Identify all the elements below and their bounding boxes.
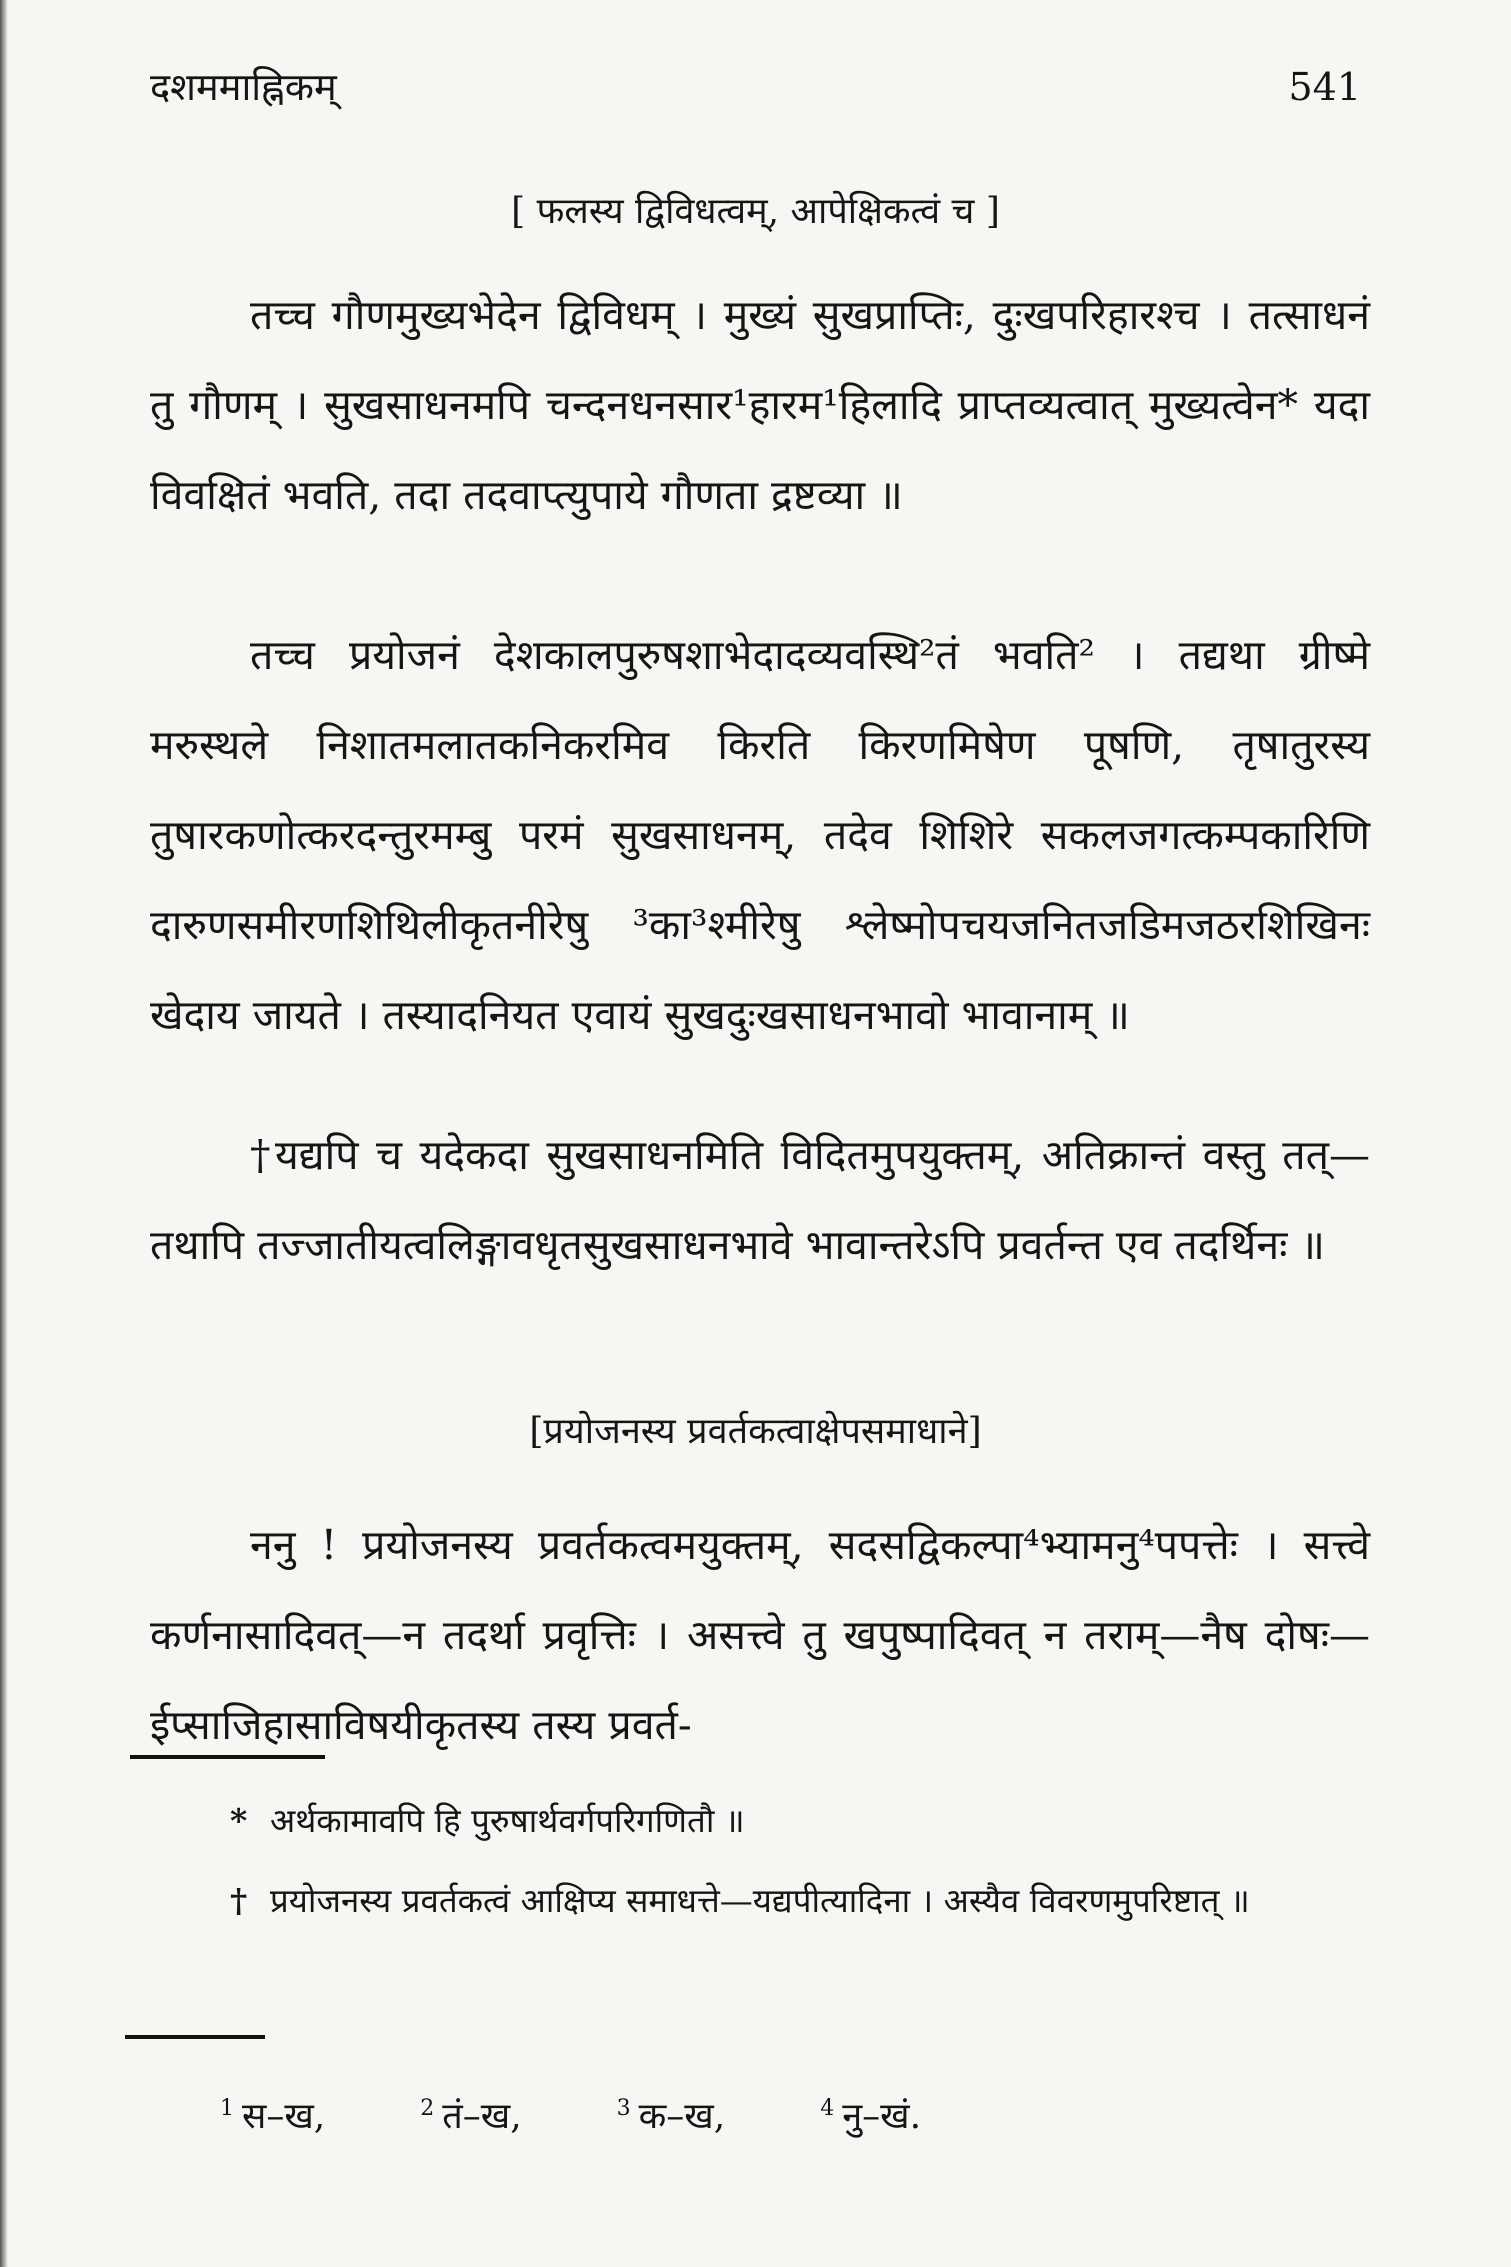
variant-number: 3 bbox=[616, 2096, 631, 2121]
footnote-2 bbox=[150, 1870, 1350, 1932]
section-heading-1: [ फलस्य द्विविधत्वम्, आपेक्षिकत्वं च ] bbox=[511, 191, 1000, 232]
footnote-1-text: अर्थकामावपि हि पुरुषार्थवर्गपरिगणितौ ॥ bbox=[270, 1801, 745, 1840]
running-head-title: दशममाह्निकम् bbox=[150, 65, 337, 109]
variant-reading bbox=[220, 2090, 325, 2139]
variant-text: क–ख, bbox=[638, 2096, 726, 2137]
variant-number: 2 bbox=[420, 2096, 435, 2121]
section-heading-2: [प्रयोजनस्य प्रवर्तकत्वाक्षेपसमाधाने] bbox=[529, 1411, 982, 1452]
paragraph-3: †यद्यपि च यदेकदा सुखसाधनमिति विदितमुपयुक्तम्, अतिक्रान्तं वस्तु तत्—तथापि तज्जातीयत्वलिङ्गावधृतसुखसाधनभावे भावान्तरेऽपि प्रवर्तन्त एव तदर्थिनः ॥ bbox=[150, 1131, 1370, 1269]
footnote-separator bbox=[130, 1755, 325, 1759]
variant-number: 4 bbox=[820, 2096, 835, 2121]
variant-text: नु–खं. bbox=[842, 2096, 922, 2137]
paragraph-2: तच्च प्रयोजनं देशकालपुरुषशाभेदादव्यवस्थि²तं भवति² । तद्यथा ग्रीष्मे मरुस्थले निशातमलातकनिकरमिव किरति किरणमिषेण पूषणि, तृषातुरस्य तुषारकणोत्करदन्तुरमम्बु परमं सुखसाधनम्, तदेव शिशिरे सकलजगत्कम्पकारिणि दारुणसमीरणशिथिलीकृतनीरेषु ³का³श्मीरेषु श्लेष्मोपचयजनितजडिमजठरशिखिनः खेदाय जायते । तस्यादनियत एवायं सुखदुःखसाधनभावो भावानाम् ॥ bbox=[150, 631, 1370, 1039]
variants-separator bbox=[125, 2035, 265, 2039]
running-head bbox=[150, 60, 1361, 112]
variant-text: तं–ख, bbox=[442, 2096, 522, 2137]
variant-reading bbox=[617, 2090, 726, 2139]
variant-reading bbox=[420, 2090, 521, 2139]
variant-readings bbox=[220, 2090, 1220, 2139]
paragraph-1: तच्च गौणमुख्यभेदेन द्विविधम् । मुख्यं सुखप्राप्तिः, दुःखपरिहारश्च । तत्साधनं तु गौणम् । सुखसाधनमपि चन्दनधनसार¹हारम¹हिलादि प्राप्तव्यत्वात् मुख्यत्वेन* यदा विवक्षितं भवति, तदा तदवाप्त्युपाये गौणता द्रष्टव्या ॥ bbox=[150, 291, 1370, 519]
scan-edge-shadow bbox=[0, 0, 8, 2267]
footnote-2-text: प्रयोजनस्य प्रवर्तकत्वं आक्षिप्य समाधत्ते—यद्यपीत्यादिना । अस्यैव विवरणमुपरिष्टात् ॥ bbox=[270, 1881, 1250, 1920]
paragraph-4: ननु ! प्रयोजनस्य प्रवर्तकत्वमयुक्तम्, सदसद्विकल्पा⁴भ्यामनु⁴पपत्तेः । सत्त्वे कर्णनासादिवत्—न तदर्था प्रवृत्तिः । असत्त्वे तु खपुष्पादिवत् न तराम्—नैष दोषः—ईप्साजिहासाविषयीकृतस्य तस्य प्रवर्त- bbox=[150, 1521, 1370, 1749]
variant-reading bbox=[820, 2090, 921, 2139]
page-number: 541 bbox=[1288, 65, 1361, 109]
variant-number: 1 bbox=[220, 2096, 234, 2121]
footnote-2-mark: † bbox=[230, 1881, 248, 1920]
variant-text: स–ख, bbox=[242, 2096, 326, 2137]
footnote-1-mark: * bbox=[230, 1801, 248, 1840]
footnote-1 bbox=[150, 1790, 1350, 1852]
